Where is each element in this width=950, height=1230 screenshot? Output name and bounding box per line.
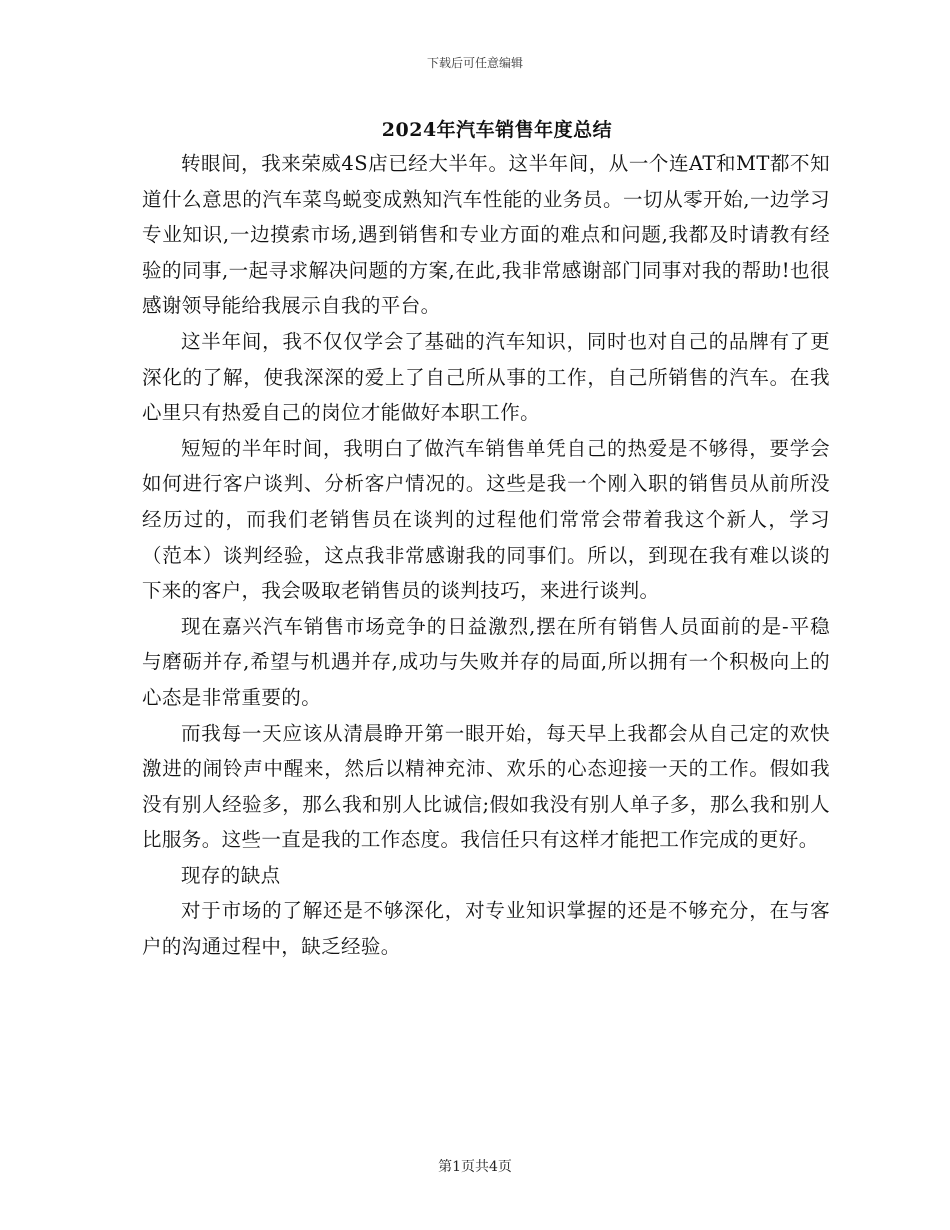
paragraph-3: 短短的半年时间，我明白了做汽车销售单凭自己的热爱是不够得，要学会如何进行客户谈判、分析客户情况的。这些是我一个刚入职的销售员从前所没经历过的，而我们老销售员在谈判的过程他们常常会带着我这个新人，学习（范本）谈判经验，这点我非常感谢我的同事们。所以，到现在我有难以谈的下来的客户，我会吸取老销售员的谈判技巧，来进行谈判。	[142, 436, 830, 603]
document-title: 2024年汽车销售年度总结	[381, 119, 613, 141]
section-heading-shortcomings: 现存的缺点	[181, 863, 281, 887]
document-body	[142, 146, 830, 965]
paragraph-6: 对于市场的了解还是不够深化，对专业知识掌握的还是不够充分，在与客户的沟通过程中，缺乏经验。	[142, 899, 830, 959]
paragraph-2: 这半年间，我不仅仅学会了基础的汽车知识，同时也对自己的品牌有了更深化的了解，使我深深的爱上了自己所从事的工作，自己所销售的汽车。在我心里只有热爱自己的岗位才能做好本职工作。	[142, 329, 830, 425]
paragraph-4: 现在嘉兴汽车销售市场竞争的日益激烈,摆在所有销售人员面前的是-平稳与磨砺并存,希望与机遇并存,成功与失败并存的局面,所以拥有一个积极向上的心态是非常重要的。	[142, 614, 830, 709]
page-number: 第1页共4页	[438, 1159, 512, 1175]
page-header-note: 下载后可任意编辑	[426, 56, 523, 70]
paragraph-5: 而我每一天应该从清晨睁开第一眼开始，每天早上我都会从自己定的欢快激进的闹铃声中醒来，然后以精神充沛、欢乐的心态迎接一天的工作。假如我没有别人经验多，那么我和别人比诚信;假如我没有别人单子多，那么我和别人比服务。这些一直是我的工作态度。我信任只有这样才能把工作完成的更好。	[142, 721, 830, 852]
paragraph-1: 转眼间，我来荣威4S店已经大半年。这半年间，从一个连AT和MT都不知道什么意思的汽车菜鸟蜕变成熟知汽车性能的业务员。一切从零开始,一边学习专业知识,一边摸索市场,遇到销售和专业方面的难点和问题,我都及时请教有经验的同事,一起寻求解决问题的方案,在此,我非常感谢部门同事对我的帮助!也很感谢领导能给我展示自我的平台。	[142, 152, 830, 318]
